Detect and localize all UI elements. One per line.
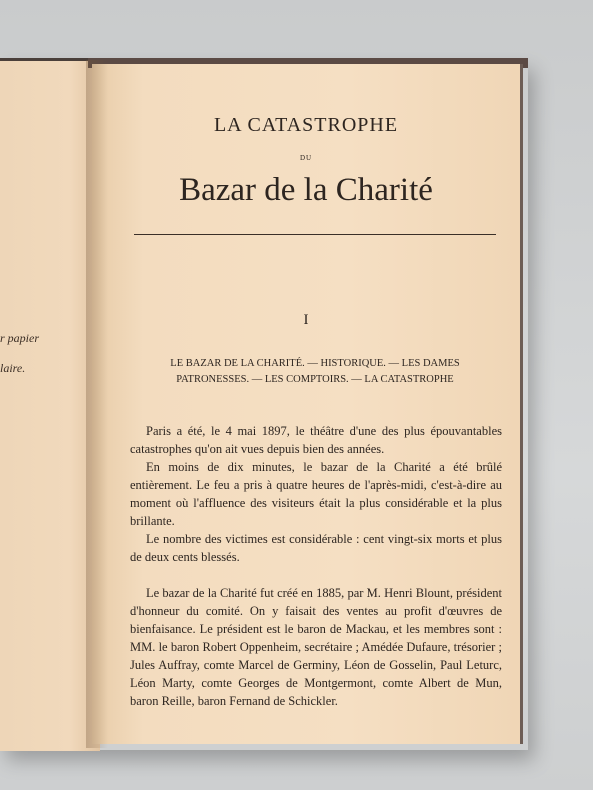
paragraph-4: Le bazar de la Charité fut créé en 1885, par M. Henri Blount, président d'honneur du comité. On y faisait des ventes au profit d'œuvres de bienfaisance. Le président est le baron de Mackau, et les membres sont : MM. le baron Robert Oppenheim, secrétaire ; Amédée Dufaure, trésorier ; Jules Auffray, comte Marcel de Germiny, Léon de Gosselin, Paul Leturc, Léon Marty, comte Georges de Montgermont, comte Albert de Mun, baron Reille, baron Fernand de Schickler. bbox=[130, 586, 502, 708]
paragraph-gap bbox=[130, 566, 502, 584]
chapter-subtitle-line-1: LE BAZAR DE LA CHARITÉ. — HISTORIQUE. — LES DAMES bbox=[170, 358, 460, 369]
chapter-number: I bbox=[303, 312, 309, 328]
body-text bbox=[130, 422, 502, 710]
right-page bbox=[92, 64, 523, 744]
left-page-line-1: r papier bbox=[0, 331, 39, 345]
chapter-subtitle-line-2: PATRONESSES. — LES COMPTOIRS. — LA CATASTROPHE bbox=[176, 374, 454, 385]
book-gutter bbox=[86, 60, 108, 748]
left-page bbox=[0, 58, 100, 751]
paragraph-2: En moins de dix minutes, le bazar de la Charité a été brûlé entièrement. Le feu a pris à quatre heures de l'après-midi, c'est-à-dire au moment où l'affluence des visiteurs était la plus considérable et la plus brillante. bbox=[130, 460, 502, 528]
left-page-line-2: laire. bbox=[0, 361, 26, 375]
title-top: LA CATASTROPHE bbox=[213, 114, 399, 136]
paragraph-3: Le nombre des victimes est considérable : cent vingt-six morts et plus de deux cents blessés. bbox=[130, 532, 502, 564]
chapter-subtitle bbox=[128, 356, 502, 388]
title-rule bbox=[134, 234, 496, 235]
paragraph-1: Paris a été, le 4 mai 1897, le théâtre d'une des plus épouvantables catastrophes qu'on ait vues depuis bien des années. bbox=[130, 424, 502, 456]
page-title: Bazar de la Charité bbox=[179, 172, 433, 208]
title-du: DU bbox=[299, 154, 313, 162]
